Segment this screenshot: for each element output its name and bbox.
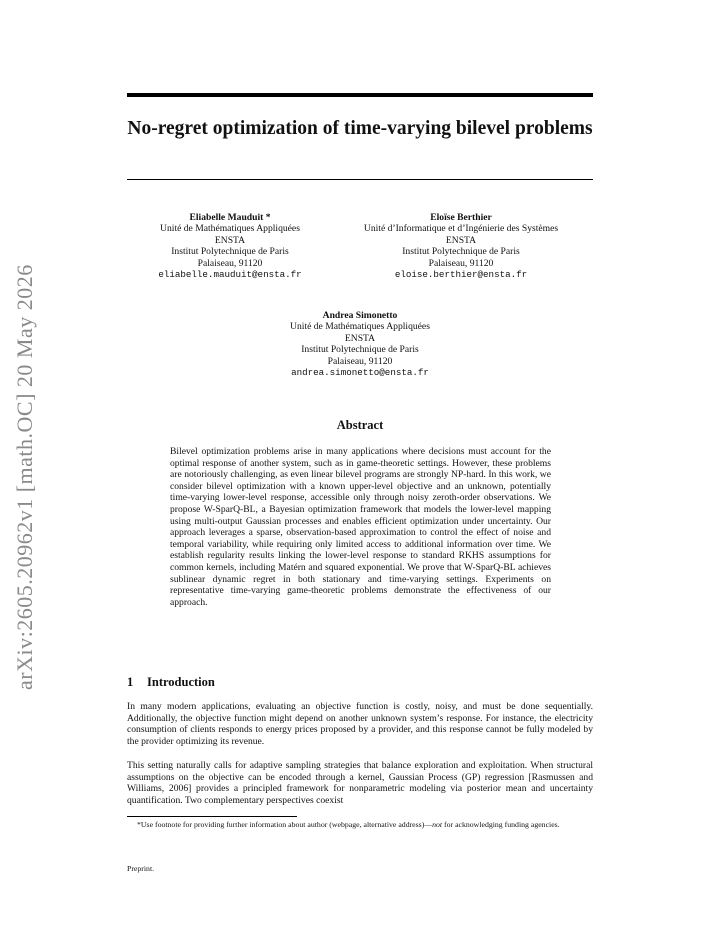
author-email: andrea.simonetto@ensta.fr: [291, 367, 429, 379]
section-heading: [127, 675, 215, 690]
author-affiliation: Palaiseau, 91120: [327, 355, 393, 367]
author-affiliation: ENSTA: [445, 234, 477, 246]
author-affiliation: Institut Polytechnique de Paris: [301, 344, 419, 356]
title-top-rule: [127, 93, 593, 97]
author-affiliation: ENSTA: [344, 332, 376, 344]
author-affiliation: Palaiseau, 91120: [197, 257, 263, 269]
body-paragraph: In many modern applications, evaluating an objective function is costly, noisy, and must be done sequentially. Additionally, the objective function might depend on another unknown system’s response. For instance, the electricity consumption of clients responds to energy prices proposed by a provider, and this response cannot be fully modeled by the provider optimizing its revenue.: [127, 701, 593, 747]
section-title: Introduction: [147, 675, 215, 689]
author-block: [260, 310, 460, 378]
footnote-text-end: for acknowledging funding agencies.: [442, 820, 560, 829]
arxiv-side-label: arXiv:2605.20962v1 [math.OC] 20 May 2026: [12, 264, 37, 690]
author-affiliation: ENSTA: [214, 234, 246, 246]
footnote-text: *Use footnote for providing further information about author (webpage, alternative address)—: [137, 820, 433, 829]
section-number: 1: [127, 675, 134, 689]
author-email: eliabelle.mauduit@ensta.fr: [158, 269, 302, 281]
author-affiliation: Unité de Mathématiques Appliquées: [160, 223, 300, 235]
author-affiliation: Institut Polytechnique de Paris: [402, 246, 520, 258]
author-affiliation: Palaiseau, 91120: [428, 257, 494, 269]
author-name: Andrea Simonetto: [322, 310, 398, 321]
preprint-label: Preprint.: [127, 864, 155, 873]
author-affiliation: Unité d’Informatique et d’Ingénierie des Systèmes: [363, 223, 559, 235]
author-affiliation: Unité de Mathématiques Appliquées: [290, 321, 430, 333]
title-bottom-rule: [127, 179, 593, 180]
author-block: [336, 212, 586, 280]
body-paragraph: This setting naturally calls for adaptive sampling strategies that balance exploration and exploitation. When structural assumptions on the objective can be encoded through a kernel, Gaussian Process (GP) regression [Rasmussen and Williams, 2006] provides a principled framework for nonparametric modeling via posterior mean and uncertainty quantification. Two complementary perspectives coexist: [127, 760, 593, 806]
author-name: Eliabelle Mauduit *: [189, 212, 271, 223]
author-email: eloise.berthier@ensta.fr: [394, 269, 528, 281]
abstract-text: Bilevel optimization problems arise in many applications where decisions must account for the optimal response of another system, such as in game-theoretic settings. However, these problems are notoriously challenging, as even linear bilevel programs are strongly NP-hard. In this work, we consider bilevel optimization with a known upper-level objective and an unknown, potentially time-varying lower-level response, accessible only through noisy zeroth-order observations. We propose W-SparQ-BL, a Bayesian optimization framework that models the lower-level mapping using multi-output Gaussian processes and enables efficient optimization under uncertainty. Our approach leverages a sparse, observation-based approximation to control the effect of noise and temporal variability, while requiring only limited access to additional information over time. We establish regularity results linking the lower-level response to standard RKHS assumptions for common kernels, including Matérn and squared exponential. We prove that W-SparQ-BL achieves sublinear dynamic regret in both stationary and time-varying settings. Experiments on representative time-varying game-theoretic problems demonstrate the effectiveness of our approach.: [170, 446, 551, 608]
author-affiliation: Institut Polytechnique de Paris: [171, 246, 289, 258]
author-block: [138, 212, 322, 280]
footnote-emphasis: not: [432, 820, 443, 829]
abstract-heading: Abstract: [336, 418, 384, 432]
author-name: Eloïse Berthier: [430, 212, 492, 223]
footnote: [127, 820, 593, 830]
footnote-rule: [127, 816, 297, 817]
paper-title: No-regret optimization of time-varying bilevel problems: [127, 118, 593, 139]
